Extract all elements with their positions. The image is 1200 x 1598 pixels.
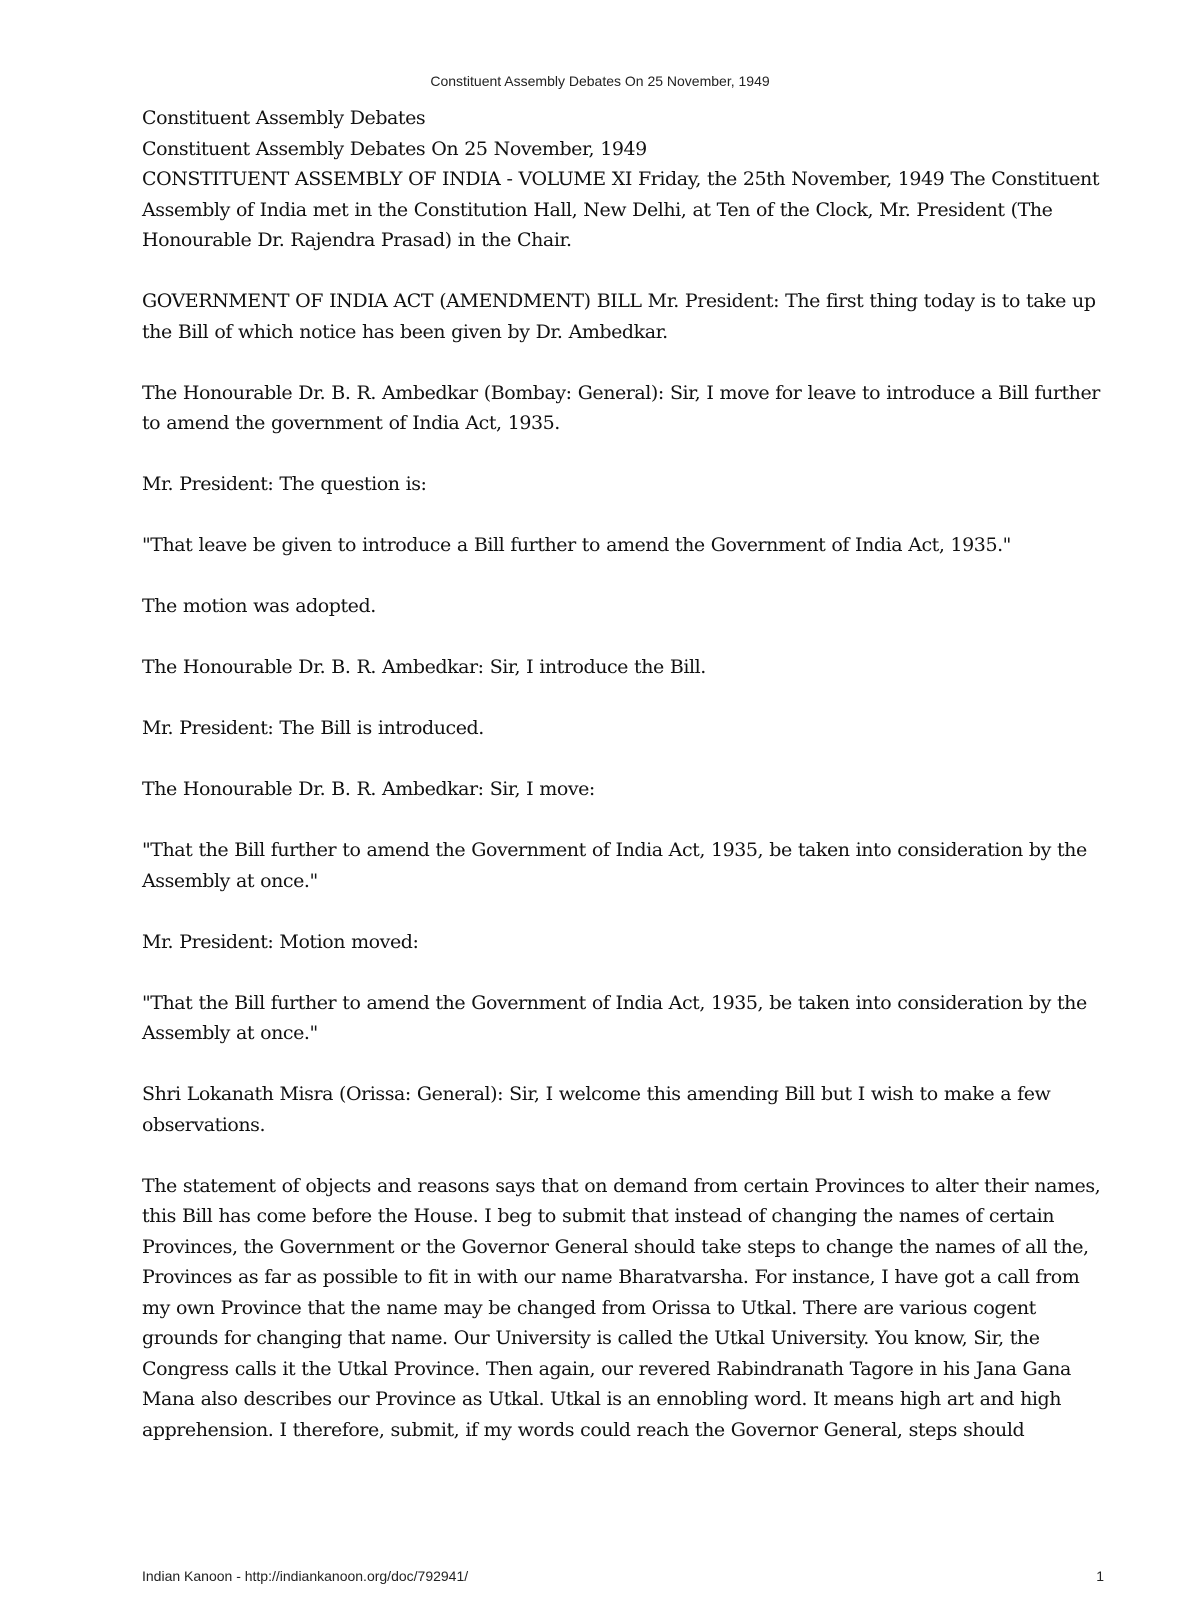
paragraph-motion-adopted: The motion was adopted.	[142, 595, 376, 617]
paragraph-consideration-motion-repeat: "That the Bill further to amend the Government of India Act, 1935, be taken into consideration by the Assembly at once."	[142, 991, 1087, 1044]
paragraph-bill-heading: GOVERNMENT OF INDIA ACT (AMENDMENT) BILL Mr. President: The first thing today is to take up the Bill of which notice has been given by Dr. Ambedkar.	[142, 290, 1096, 343]
running-header: Constituent Assembly Debates On 25 November, 1949	[430, 73, 770, 89]
paragraph-ambedkar-introduce: The Honourable Dr. B. R. Ambedkar: Sir, I introduce the Bill.	[142, 656, 706, 678]
source-link[interactable]: Indian Kanoon - http://indiankanoon.org/doc/792941/	[142, 1568, 469, 1584]
paragraph-consideration-motion: "That the Bill further to amend the Government of India Act, 1935, be taken into consideration by the Assembly at once."	[142, 839, 1087, 892]
page-number: 1	[1096, 1568, 1104, 1584]
paragraph-ambedkar-move: The Honourable Dr. B. R. Ambedkar: Sir, I move:	[142, 778, 595, 800]
paragraph-misra-statement: The statement of objects and reasons says that on demand from certain Provinces to alter their names, this Bill has come before the House. I beg to submit that instead of changing the names of certain Provinces, the Government or the Governor General should take steps to change the names of all the, Provinces as far as possible to fit in with our name Bharatvarsha. For instance, I have got a call from my own Province that the name may be changed from Orissa to Utkal. There are various cogent grounds for changing that name. Our University is called the Utkal University. You know, Sir, the Congress calls it the Utkal Province. Then again, our revered Rabindranath Tagore in his Jana Gana Mana also describes our Province as Utkal. Utkal is an ennobling word. It means high art and high apprehension. I therefore, submit, if my words could reach the Governor General, steps should	[142, 1174, 1101, 1441]
running-footer	[142, 1568, 1104, 1584]
paragraph-session-intro: CONSTITUENT ASSEMBLY OF INDIA - VOLUME XI Friday, the 25th November, 1949 The Constituent Assembly of India met in the Constitution Hall, New Delhi, at Ten of the Clock, Mr. President (The Honourable Dr. Rajendra Prasad) in the Chair.	[142, 168, 1100, 251]
document-subtitle: Constituent Assembly Debates On 25 November, 1949	[142, 137, 647, 160]
paragraph-ambedkar-leave: The Honourable Dr. B. R. Ambedkar (Bombay: General): Sir, I move for leave to introduce a Bill further to amend the government of India Act, 1935.	[142, 381, 1100, 434]
document-body	[142, 103, 1110, 1476]
paragraph-motion-moved: Mr. President: Motion moved:	[142, 930, 419, 953]
paragraph-bill-introduced: Mr. President: The Bill is introduced.	[142, 717, 484, 739]
paragraph-misra-welcome: Shri Lokanath Misra (Orissa: General): Sir, I welcome this amending Bill but I wish to make a few observations.	[142, 1083, 1051, 1136]
paragraph-president-question: Mr. President: The question is:	[142, 473, 427, 495]
paragraph-leave-motion: "That leave be given to introduce a Bill further to amend the Government of India Act, 1935."	[142, 534, 1011, 556]
document-title: Constituent Assembly Debates	[142, 107, 426, 129]
